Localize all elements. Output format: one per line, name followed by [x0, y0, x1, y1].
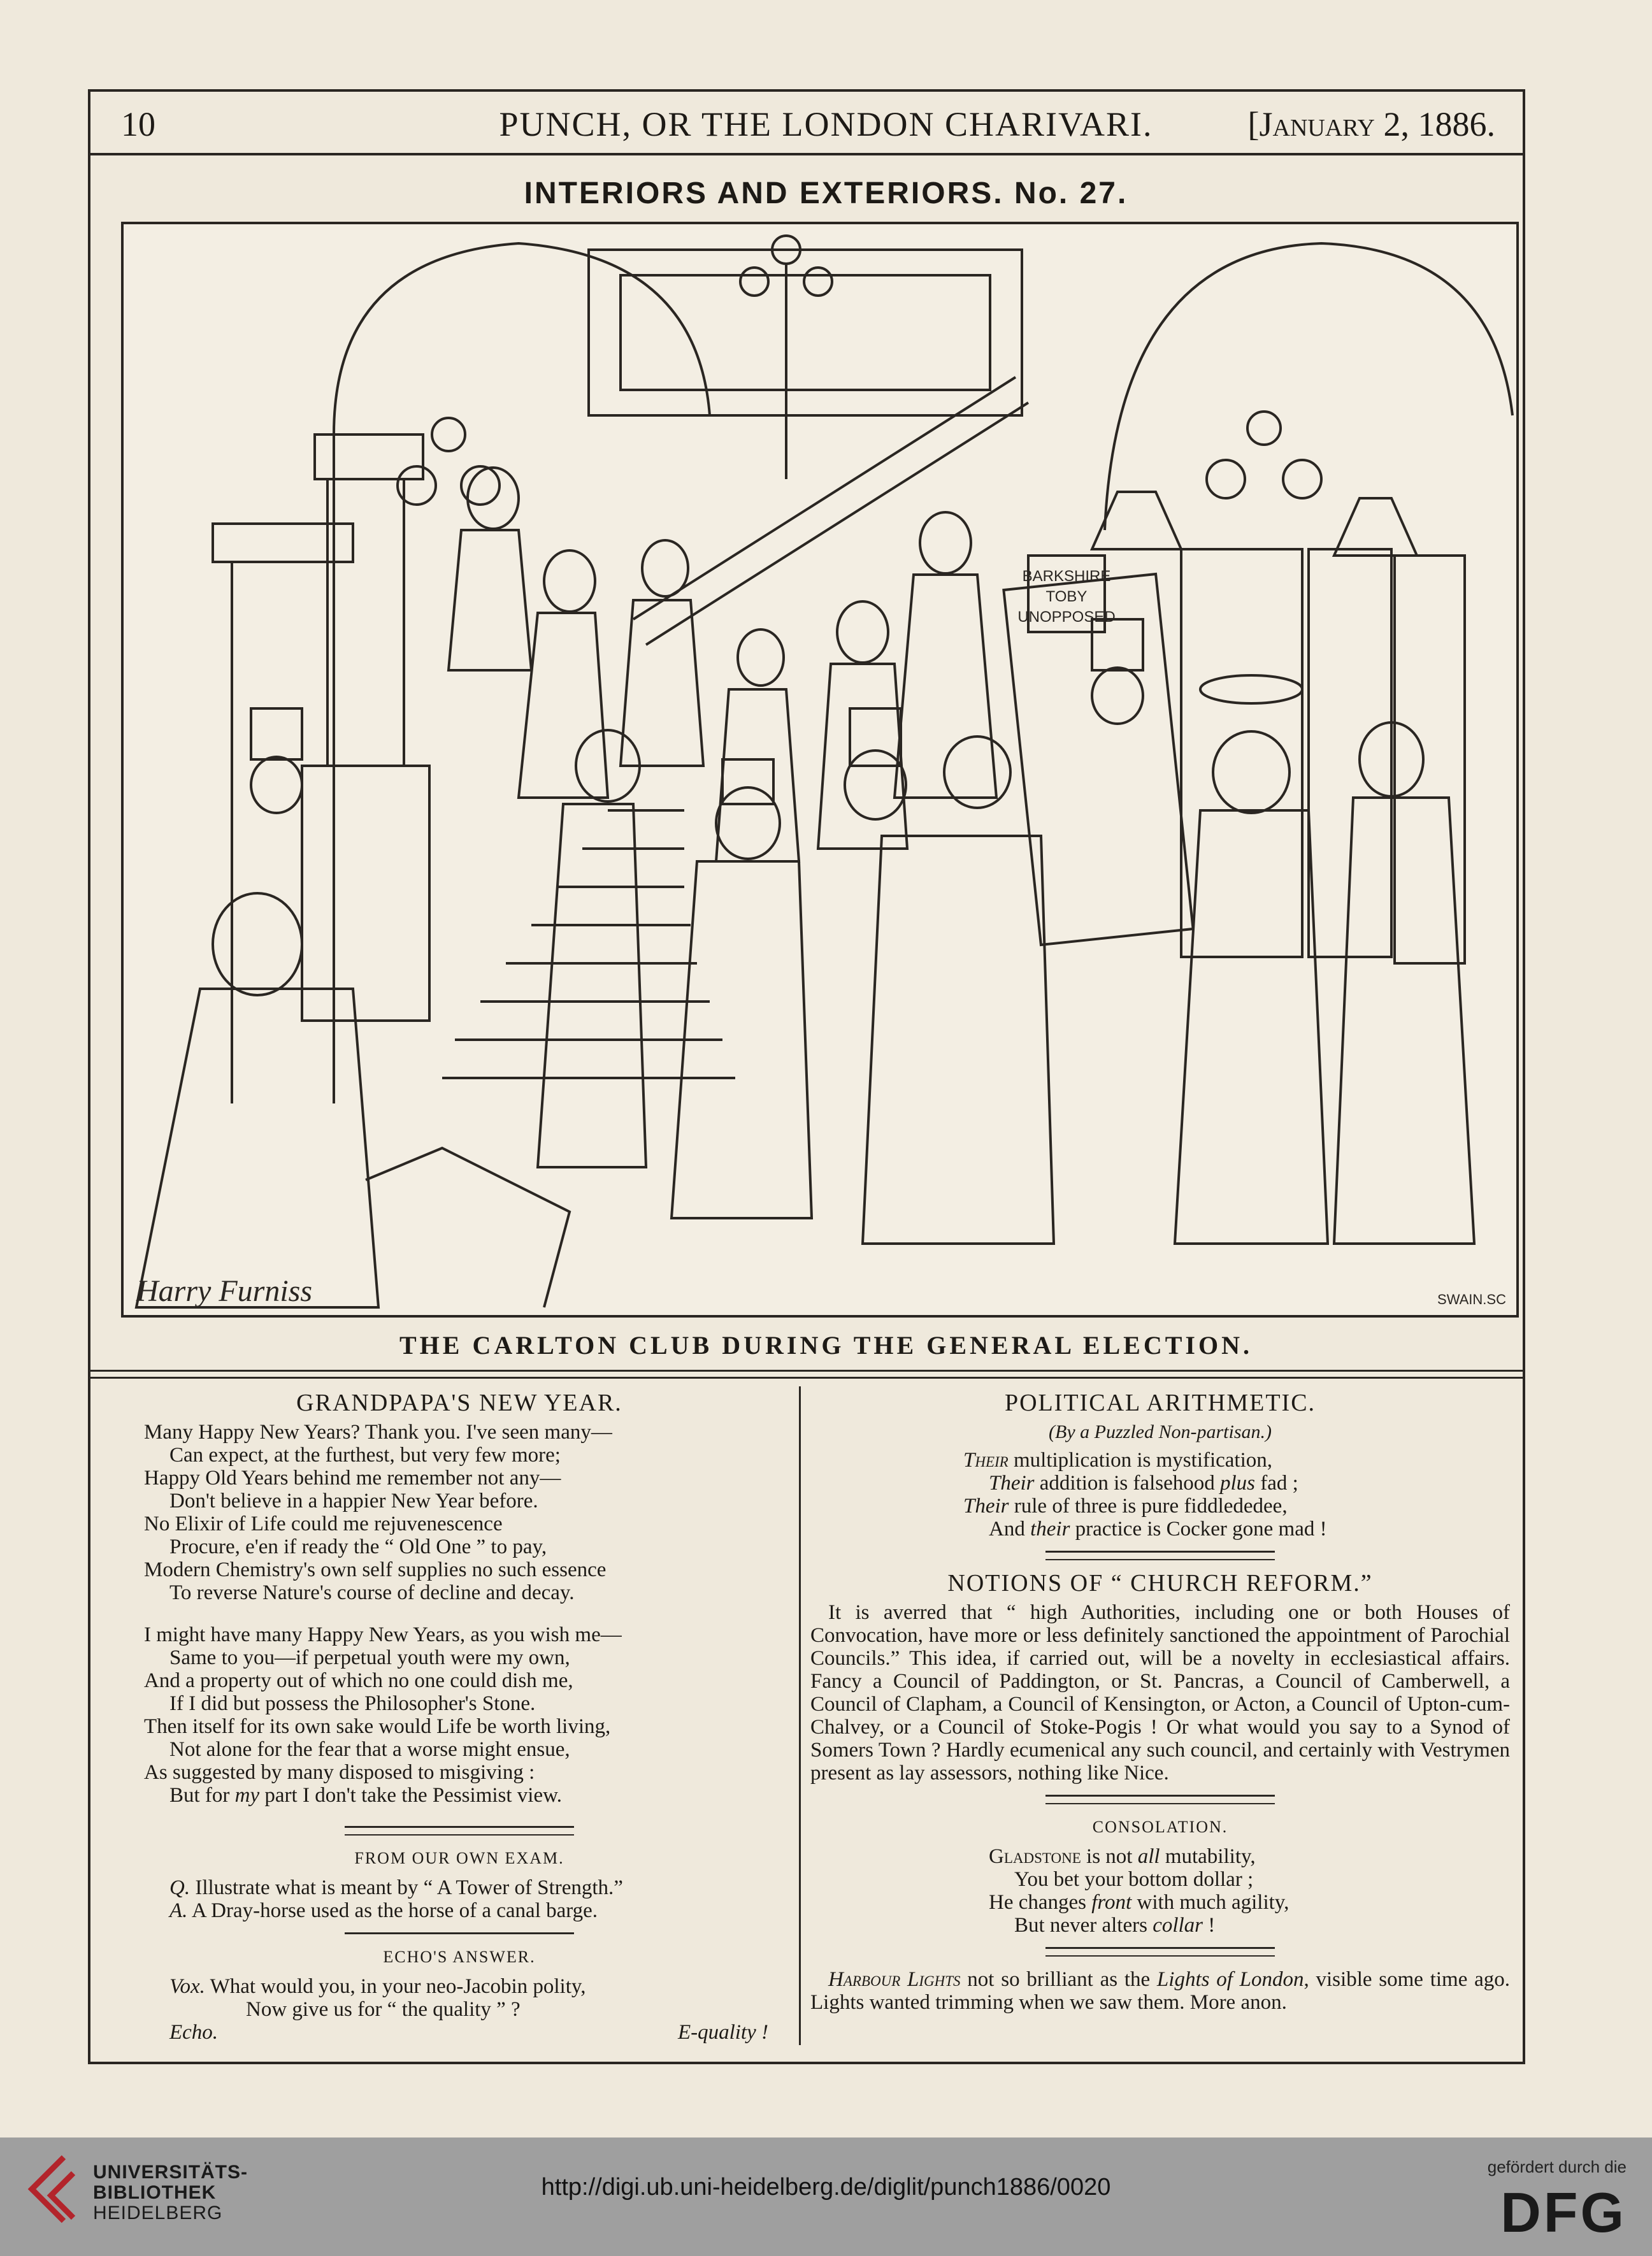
cartoon-illustration	[121, 222, 1519, 1318]
verse-fragment: And	[989, 1518, 1031, 1541]
verse-emphasis: their	[1030, 1518, 1070, 1541]
library-line-2: BIBLIOTHEK	[93, 2182, 217, 2203]
masthead-title: PUNCH, OR THE LONDON CHARIVARI.	[499, 105, 1153, 143]
verse-emphasis: Their	[963, 1449, 1009, 1472]
arithmetic-byline: (By a Puzzled Non-partisan.)	[1049, 1421, 1272, 1442]
verse-line: To reverse Nature's course of decline and decay.	[169, 1581, 575, 1604]
verse-fragment: practice is Cocker gone mad !	[1070, 1518, 1327, 1541]
verse-line: No Elixir of Life could me rejuvenescence	[144, 1512, 503, 1535]
verse-line: I might have many Happy New Years, as you wish me—	[144, 1623, 622, 1646]
answer-line	[169, 1899, 787, 1922]
notice-line-3: UNOPPOSED	[1017, 608, 1116, 626]
verse-line: You bet your bottom dollar ;	[1014, 1868, 1254, 1891]
plate-title: INTERIORS AND EXTERIORS. No. 27.	[524, 176, 1128, 210]
verse-line: Don't believe in a happier New Year before.	[169, 1490, 538, 1512]
verse-name: Gladstone	[989, 1845, 1081, 1868]
right-column	[810, 1389, 1510, 2014]
verse-fragment: rule of three is pure fiddlededee,	[1009, 1495, 1288, 1518]
consolation-title: CONSOLATION.	[1092, 1818, 1228, 1836]
engraver-mark: SWAIN.SC	[1437, 1291, 1506, 1307]
verse-line: Many Happy New Years? Thank you. I've seen many—	[144, 1421, 612, 1444]
poem-stanza-1	[144, 1421, 787, 1604]
notice-line-1: BARKSHIRE	[1022, 568, 1111, 585]
verse-line: Happy Old Years behind me remember not any—	[144, 1467, 561, 1490]
verse-fragment: addition is falsehood	[1034, 1472, 1220, 1495]
arithmetic-title: POLITICAL ARITHMETIC.	[1004, 1390, 1316, 1416]
document-url[interactable]: http://digi.ub.uni-heidelberg.de/diglit/punch1886/0020	[541, 2174, 1111, 2201]
verse-fragment: part I don't take the Pessimist view.	[259, 1784, 563, 1807]
vox-line-1	[169, 1975, 787, 1998]
verse-emphasis: Their	[963, 1495, 1009, 1518]
consolation-verse	[989, 1845, 1510, 1937]
verse-fragment: mutability,	[1160, 1845, 1256, 1868]
poem-stanza-2	[144, 1623, 787, 1807]
section-rule	[1045, 1551, 1275, 1560]
a-label: A.	[169, 1899, 188, 1922]
header-rule	[88, 153, 1525, 155]
church-reform-text: It is averred that “ high Authorities, including one or both Houses of Convocation, have more or less definitely sanctioned the appointment of Parochial Councils.” This idea, if carried out, will be a novelty in ecclesiastical affairs. Fancy a Council of Paddington, or St. Pancras, a Council of Camberwell, a Council of Clapham, a Council of Kensington, or Acton, a Council of Upton-cum-Chalvey, or a Council of Stoke-Pogis ! Or what would you say to a Synod of Somers Town ? Hardly ecumenical any such council, and certainly with Vestrymen present as lay assessors, nothing like Nice.	[810, 1601, 1510, 1785]
verse-line: As suggested by many disposed to misgiving :	[144, 1761, 535, 1784]
issue-date	[1248, 102, 1495, 147]
question-line	[169, 1876, 787, 1899]
poem-title: GRANDPAPA'S NEW YEAR.	[296, 1390, 622, 1416]
q-text: Illustrate what is meant by “ A Tower of Strength.”	[195, 1876, 623, 1899]
verse-line	[963, 1449, 1510, 1472]
verse-emphasis: all	[1137, 1845, 1160, 1868]
illustration-drawing	[124, 224, 1516, 1315]
section-rule	[1045, 1795, 1275, 1804]
cartoon-caption: THE CARLTON CLUB DURING THE GENERAL ELECTION.	[399, 1331, 1253, 1360]
exam-title: FROM OUR OWN EXAM.	[354, 1849, 564, 1867]
library-line-3: HEIDELBERG	[93, 2202, 223, 2224]
prose-fragment: , visible some time ago. Lights wanted trimming when we saw them. More anon.	[810, 1968, 1510, 2014]
echo-line	[169, 2021, 768, 2044]
verse-fragment: He changes	[989, 1891, 1092, 1914]
dfg-logo: DFG	[1500, 2181, 1627, 2244]
artist-signature: Harry Furniss	[136, 1274, 313, 1308]
verse-line	[963, 1518, 1510, 1541]
verse-line: Can expect, at the furthest, but very few more;	[169, 1444, 561, 1467]
funding-label: gefördert durch die	[1487, 2157, 1627, 2176]
section-rule	[345, 1826, 574, 1836]
church-reform-title: NOTIONS OF “ CHURCH REFORM.”	[947, 1570, 1373, 1597]
echo-reply: E-quality !	[677, 2021, 768, 2044]
verse-line	[963, 1495, 1510, 1518]
verse-emphasis: Their	[989, 1472, 1035, 1495]
verse-line	[989, 1891, 1510, 1914]
vox-text: What would you, in your neo-Jacobin polity,	[210, 1975, 586, 1998]
date-rest: 2, 1886.	[1375, 105, 1495, 143]
verse-line: Same to you—if perpetual youth were my own,	[169, 1646, 570, 1669]
vox-label: Vox.	[169, 1975, 205, 1998]
verse-emphasis: collar	[1153, 1914, 1203, 1937]
verse-line: If I did but possess the Philosopher's Stone.	[169, 1692, 536, 1715]
verse-line: Then itself for its own sake would Life be worth living,	[144, 1715, 611, 1738]
page-number: 10	[121, 105, 155, 143]
play-title: Harbour Lights	[828, 1968, 961, 1991]
verse-fragment: !	[1203, 1914, 1216, 1937]
q-label: Q.	[169, 1876, 190, 1899]
verse-fragment: with much agility,	[1131, 1891, 1289, 1914]
date-prefix: [J	[1247, 105, 1273, 143]
verse-line: Not alone for the fear that a worse might ensue,	[169, 1738, 570, 1761]
prose-fragment: not so brilliant as the	[960, 1968, 1157, 1991]
echo-label: Echo.	[169, 2021, 219, 2044]
library-line-1: UNIVERSITÄTS-	[93, 2162, 248, 2183]
arithmetic-verse	[963, 1449, 1510, 1541]
verse-line: Procure, e'en if ready the “ Old One ” to pay,	[169, 1535, 547, 1558]
date-month: anuary	[1272, 105, 1375, 143]
verse-line: Modern Chemistry's own self supplies no such essence	[144, 1558, 607, 1581]
verse-emphasis: plus	[1219, 1472, 1255, 1495]
verse-fragment: But never alters	[1014, 1914, 1153, 1937]
caption-double-rule	[88, 1370, 1525, 1379]
verse-fragment: multiplication is mystification,	[1008, 1449, 1273, 1472]
echo-title: ECHO'S ANSWER.	[383, 1948, 536, 1966]
verse-emphasis: front	[1091, 1891, 1132, 1914]
notice-line-2: TOBY	[1045, 588, 1088, 605]
verse-line	[989, 1845, 1510, 1868]
verse-emphasis: my	[234, 1784, 260, 1807]
harbour-lights-text	[810, 1968, 1510, 2014]
verse-line	[963, 1472, 1510, 1495]
verse-line	[144, 1784, 787, 1807]
verse-line	[989, 1914, 1510, 1937]
a-text: A Dray-horse used as the horse of a canal barge.	[191, 1899, 598, 1922]
section-rule	[345, 1932, 574, 1934]
verse-fragment: But for	[169, 1784, 235, 1807]
verse-fragment: fad ;	[1255, 1472, 1298, 1495]
column-divider	[799, 1386, 801, 2045]
verse-line: And a property out of which no one could dish me,	[144, 1669, 573, 1692]
left-column	[131, 1389, 787, 2044]
vox-line-2: Now give us for “ the quality ” ?	[246, 1998, 521, 2021]
verse-fragment: is not	[1081, 1845, 1138, 1868]
play-title: Lights of London	[1156, 1968, 1304, 1991]
section-rule	[1045, 1947, 1275, 1957]
